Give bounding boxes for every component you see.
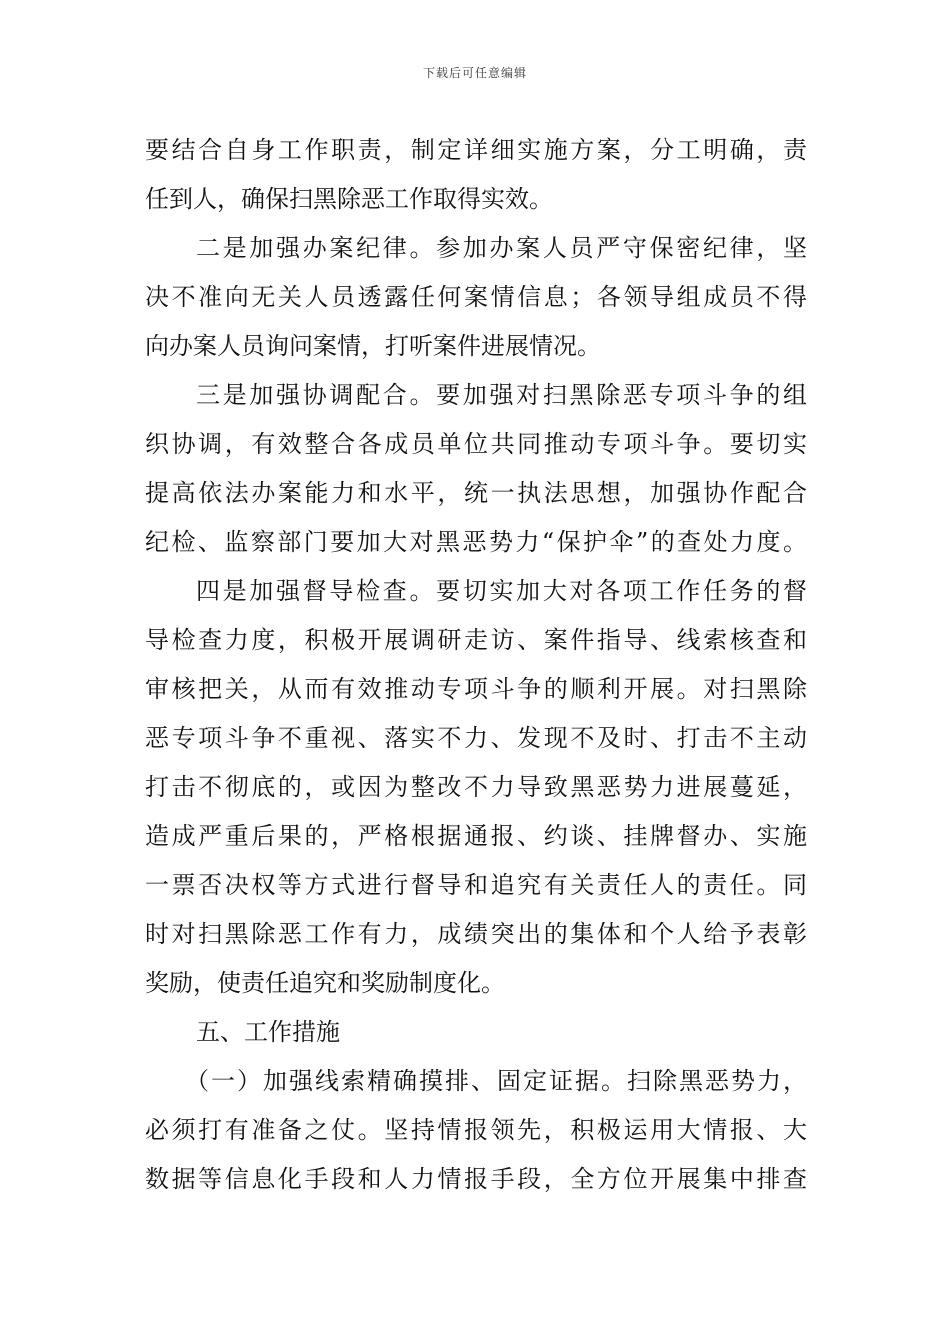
- text-line: 造成严重后果的，严格根据通报、约谈、挂牌督办、实施: [145, 822, 807, 850]
- text-line: 决不准向无关人员透露任何案情信息；各领导组成员不得: [145, 283, 807, 311]
- paragraph-start-line: （一）加强线索精确摸排、固定证据。扫除黑恶势力，: [185, 1067, 807, 1095]
- document-body: [145, 126, 807, 1204]
- text-line: 必须打有准备之仗。坚持情报领先，积极运用大情报、大: [145, 1116, 807, 1144]
- text-line: 向办案人员询问案情，打听案件进展情况。: [145, 332, 601, 360]
- text-line: 导检查力度，积极开展调研走访、案件指导、线索核查和: [145, 626, 807, 654]
- text-line: 织协调，有效整合各成员单位共同推动专项斗争。要切实: [145, 430, 807, 458]
- paragraph-start-line: 二是加强办案纪律。参加办案人员严守保密纪律，坚: [196, 234, 807, 262]
- text-line: 恶专项斗争不重视、落实不力、发现不及时、打击不主动: [145, 724, 807, 752]
- page-header-note: 下载后可任意编辑: [422, 66, 527, 80]
- text-line: 时对扫黑除恶工作有力，成绩突出的集体和个人给予表彰: [145, 920, 807, 948]
- text-line: 一票否决权等方式进行督导和追究有关责任人的责任。同: [145, 871, 807, 899]
- text-line: 纪检、监察部门要加大对黑恶势力“保护伞”的查处力度。: [145, 528, 807, 556]
- text-line: 任到人，确保扫黑除恶工作取得实效。: [145, 185, 553, 213]
- text-line: 要结合自身工作职责，制定详细实施方案，分工明确，责: [145, 136, 807, 164]
- paragraph-start-line: 四是加强督导检查。要切实加大对各项工作任务的督: [196, 577, 807, 605]
- text-line: 奖励，使责任追究和奖励制度化。: [145, 969, 505, 997]
- text-line: 数据等信息化手段和人力情报手段，全方位开展集中排查: [145, 1165, 807, 1193]
- text-line: 提高依法办案能力和水平，统一执法思想，加强协作配合: [145, 479, 807, 507]
- paragraph-start-line: 三是加强协调配合。要加强对扫黑除恶专项斗争的组: [196, 381, 807, 409]
- text-line: 审核把关，从而有效推动专项斗争的顺利开展。对扫黑除: [145, 675, 807, 703]
- text-line: 打击不彻底的，或因为整改不力导致黑恶势力进展蔓延，: [145, 773, 807, 801]
- section-heading: 五、工作措施: [196, 1018, 340, 1046]
